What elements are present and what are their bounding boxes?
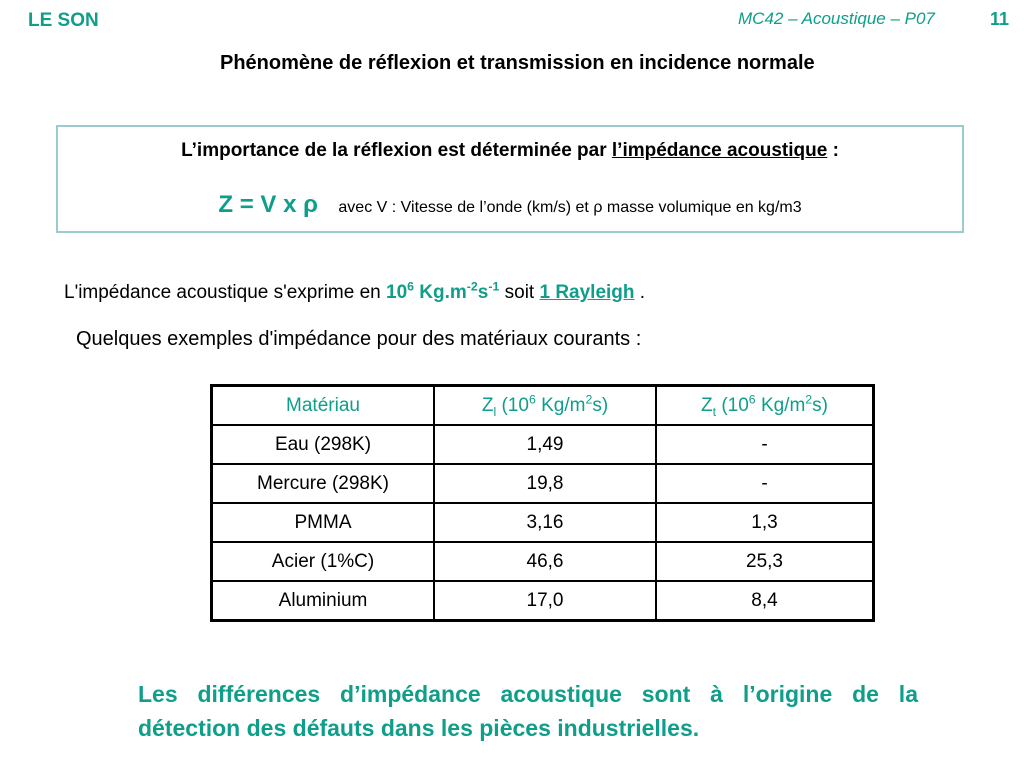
unit-s: s (477, 282, 489, 303)
table-row (212, 464, 874, 503)
definition-text: L’importance de la réflexion est déterminée par (181, 140, 612, 161)
cell-material: Mercure (298K) (212, 464, 435, 503)
rayleigh-unit: 1 Rayleigh (539, 282, 635, 303)
definition-term: l’impédance acoustique (611, 140, 828, 161)
cell-zt: - (656, 425, 874, 464)
unit-value (386, 279, 500, 303)
impedance-table (210, 384, 875, 622)
cell-zt: 8,4 (656, 581, 874, 621)
unit-prefix: L'impédance acoustique s'exprime en (64, 282, 386, 303)
definition-statement (58, 140, 962, 162)
cell-zl: 1,49 (434, 425, 656, 464)
table-header-row (212, 386, 874, 426)
table-row (212, 503, 874, 542)
table-row (212, 425, 874, 464)
unit-middle: soit (499, 282, 540, 303)
formula-note: avec V : Vitesse de l’onde (km/s) et ρ masse volumique en kg/m3 (338, 199, 802, 216)
cell-zl: 17,0 (434, 581, 656, 621)
cell-zl: 19,8 (434, 464, 656, 503)
unit-base-exponent: 6 (407, 279, 415, 294)
unit-statement (64, 279, 646, 304)
cell-material: Aluminium (212, 581, 435, 621)
cell-zl: 3,16 (434, 503, 656, 542)
cell-material: Acier (1%C) (212, 542, 435, 581)
header-zt: $Z_t$ ($10^6$ $Kg/m^2s$) (656, 386, 874, 426)
slide-number: 11 (990, 9, 1010, 29)
conclusion-text: Les différences d’impédance acoustique sont à l’origine de la détection des défauts dans les pièces industrielles. (138, 681, 918, 741)
section-title: LE SON (28, 10, 99, 31)
cell-zt: 25,3 (656, 542, 874, 581)
course-reference: MC42 – Acoustique – P07 (738, 9, 935, 28)
formula-line (58, 191, 962, 219)
unit-m-exponent: -2 (466, 279, 478, 294)
slide-title: Phénomène de réflexion et transmission en incidence normale (220, 52, 815, 74)
table-row (212, 581, 874, 621)
cell-zt: 1,3 (656, 503, 874, 542)
definition-box (56, 125, 964, 233)
cell-zl: 46,6 (434, 542, 656, 581)
examples-intro: Quelques exemples d'impédance pour des matériaux courants : (76, 328, 642, 350)
unit-suffix: . (634, 282, 646, 303)
header-zl: $Z_l$ ($10^6$ $Kg/m^2s$) (434, 386, 656, 426)
cell-material: PMMA (212, 503, 435, 542)
unit-s-exponent: -1 (488, 279, 500, 294)
unit-base: 10 (386, 282, 408, 303)
impedance-formula: Z = V x ρ (218, 191, 318, 218)
unit-kg: Kg.m (414, 282, 467, 303)
definition-colon: : (827, 140, 839, 161)
cell-zt: - (656, 464, 874, 503)
table-row (212, 542, 874, 581)
header-material: Matériau (212, 386, 435, 426)
cell-material: Eau (298K) (212, 425, 435, 464)
